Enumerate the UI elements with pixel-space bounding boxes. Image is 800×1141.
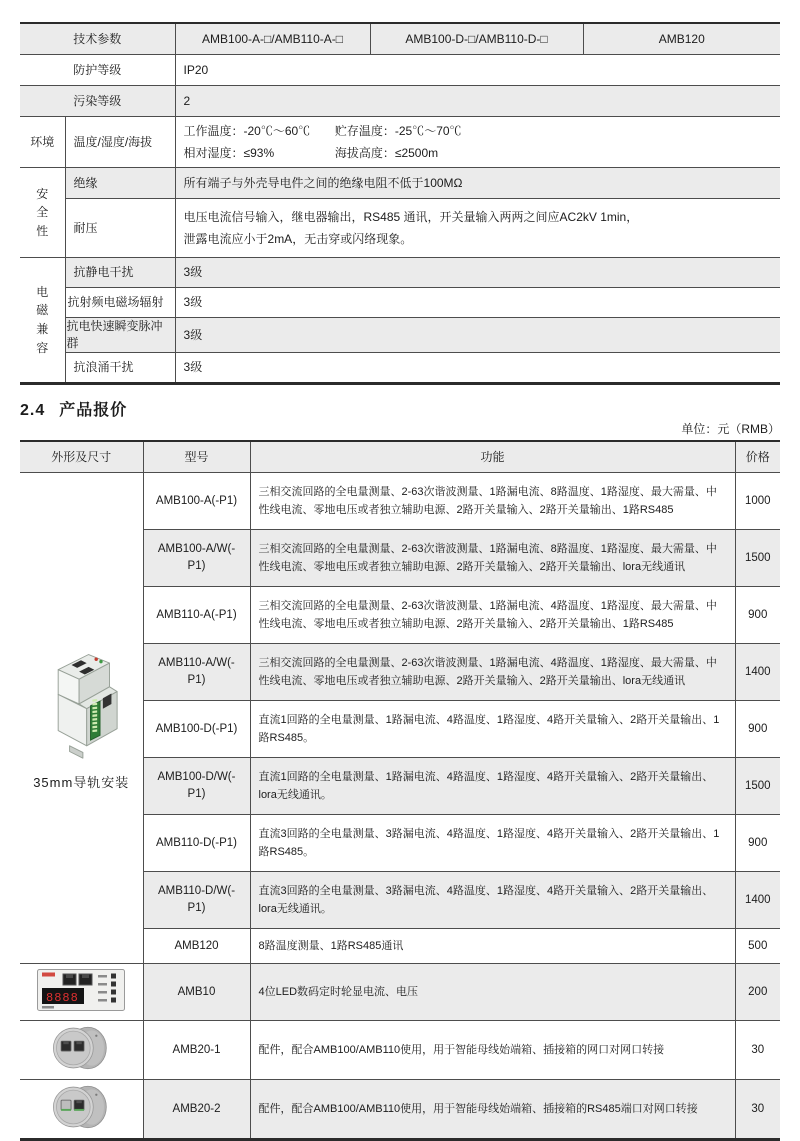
param-value: 3级 — [175, 288, 780, 318]
spec-row-esd — [20, 258, 780, 288]
section-number: 2.4 — [20, 402, 46, 419]
model-cell: AMB100-D/W(-P1) — [143, 758, 250, 815]
model-cell: AMB100-A/W(-P1) — [143, 530, 250, 587]
amb20-2-port-1 — [61, 1100, 71, 1110]
spec-row-eft — [20, 318, 780, 353]
param-value — [175, 199, 780, 258]
spec-header-row — [20, 23, 780, 55]
function-cell: 三相交流回路的全电量测量、2-63次谐波测量、1路漏电流、8路温度、1路湿度、最大需量、中性线电流、零地电压或者独立辅助电源、2路开关量输入、2路开关量输出、lora无线通讯 — [250, 530, 735, 587]
param-label: 防护等级 — [20, 55, 175, 86]
amb10-device-image — [36, 968, 126, 1012]
model-cell: AMB20-1 — [143, 1021, 250, 1080]
col-header-price: 价格 — [735, 441, 780, 473]
amb20-2-device-image — [43, 1084, 119, 1130]
model-cell: AMB100-D(-P1) — [143, 701, 250, 758]
spec-row-withstand — [20, 199, 780, 258]
spec-row-rf — [20, 288, 780, 318]
din-device-cell — [20, 473, 143, 964]
function-cell: 直流3回路的全电量测量、3路漏电流、4路温度、1路湿度、4路开关量输入、2路开关量输出、1路RS485。 — [250, 815, 735, 872]
price-cell: 500 — [735, 929, 780, 964]
param-label: 抗浪涌干扰 — [65, 353, 175, 384]
param-value: 3级 — [175, 258, 780, 288]
col-header-model: 型号 — [143, 441, 250, 473]
amb10-logo — [42, 972, 55, 976]
col-header-function: 功能 — [250, 441, 735, 473]
spec-row-pollution — [20, 86, 780, 117]
price-cell: 900 — [735, 815, 780, 872]
param-label: 抗电快速瞬变脉冲群 — [65, 318, 175, 353]
section-heading — [20, 397, 780, 420]
group-label-emc — [20, 258, 65, 384]
col-header-appearance: 外形及尺寸 — [20, 441, 143, 473]
group-label-safety — [20, 168, 65, 258]
param-label: 温度/湿度/海拔 — [65, 117, 175, 168]
model-column-a: AMB100-A-□/AMB110-A-□ — [175, 23, 370, 55]
function-cell: 4位LED数码定时轮显电流、电压 — [250, 964, 735, 1021]
amb20-1-device-image — [43, 1025, 119, 1071]
model-cell: AMB120 — [143, 929, 250, 964]
price-header-row — [20, 441, 780, 473]
param-label: 耐压 — [65, 199, 175, 258]
unit-note: 单位：元（RMB） — [681, 422, 780, 436]
amb20-2-green-mark-2 — [74, 1108, 84, 1110]
price-table — [20, 440, 780, 1141]
param-label: 污染等级 — [20, 86, 175, 117]
function-cell: 三相交流回路的全电量测量、2-63次谐波测量、1路漏电流、4路温度、1路湿度、最大需量、中性线电流、零地电压或者独立辅助电源、2路开关量输入、2路开关量输出、lora无线通讯 — [250, 644, 735, 701]
price-cell: 1000 — [735, 473, 780, 530]
din-led-green — [100, 660, 103, 663]
safety-group-text: 安全性 — [36, 186, 49, 238]
price-cell: 900 — [735, 587, 780, 644]
function-cell: 直流1回路的全电量测量、1路漏电流、4路温度、1路湿度、4路开关量输入、2路开关量输出、lora无线通讯。 — [250, 758, 735, 815]
price-cell: 1500 — [735, 758, 780, 815]
price-cell: 1500 — [735, 530, 780, 587]
din-rail-device-image — [31, 645, 131, 761]
relative-humidity: 相对湿度：≤93% — [183, 146, 275, 160]
param-label: 抗静电干扰 — [65, 258, 175, 288]
amb20-2-device-cell — [20, 1080, 143, 1140]
param-value: IP20 — [175, 55, 780, 86]
withstand-line-2: 泄露电流应小于2mA，无击穿或闪络现象。 — [183, 232, 413, 246]
model-cell: AMB110-D/W(-P1) — [143, 872, 250, 929]
model-column-d: AMB100-D-□/AMB110-D-□ — [370, 23, 583, 55]
model-cell: AMB20-2 — [143, 1080, 250, 1140]
amb20-1-device-cell — [20, 1021, 143, 1080]
working-temp: 工作温度：-20℃～60℃ — [183, 124, 311, 138]
section-title: 产品报价 — [59, 402, 128, 419]
param-label: 抗射频电磁场辐射 — [65, 288, 175, 318]
price-row — [20, 964, 780, 1021]
price-cell: 1400 — [735, 872, 780, 929]
spec-row-protection — [20, 55, 780, 86]
model-column-amb120: AMB120 — [583, 23, 780, 55]
param-value — [175, 117, 780, 168]
param-value: 所有端子与外壳导电件之间的绝缘电阻不低于100MΩ — [175, 168, 780, 199]
din-terminal-pins — [93, 699, 98, 732]
group-label-environment: 环境 — [20, 117, 65, 168]
function-cell: 直流3回路的全电量测量、3路漏电流、4路温度、1路湿度、4路开关量输入、2路开关量输出、lora无线通讯。 — [250, 872, 735, 929]
din-mount-caption: 35mm导轨安装 — [33, 775, 130, 790]
price-cell: 200 — [735, 964, 780, 1021]
model-cell: AMB110-D(-P1) — [143, 815, 250, 872]
function-cell: 配件，配合AMB100/AMB110使用，用于智能母线始端箱、插接箱的RS485端口对网口转接 — [250, 1080, 735, 1140]
param-value: 2 — [175, 86, 780, 117]
function-cell: 直流1回路的全电量测量、1路漏电流、4路温度、1路湿度、4路开关量输入、2路开关量输出、1路RS485。 — [250, 701, 735, 758]
price-cell: 1400 — [735, 644, 780, 701]
price-cell: 30 — [735, 1080, 780, 1140]
withstand-line-1: 电压电流信号输入，继电器输出，RS485 通讯，开关量输入两两之间应AC2kV 1min， — [183, 210, 639, 224]
function-cell: 8路温度测量、1路RS485通讯 — [250, 929, 735, 964]
storage-temp: 贮存温度：-25℃～70℃ — [334, 124, 462, 138]
price-row — [20, 1021, 780, 1080]
model-cell: AMB10 — [143, 964, 250, 1021]
function-cell: 三相交流回路的全电量测量、2-63次谐波测量、1路漏电流、8路温度、1路湿度、最大需量、中性线电流、零地电压或者独立辅助电源、2路开关量输入、2路开关量输出、1路RS485 — [250, 473, 735, 530]
spec-row-environment — [20, 117, 780, 168]
env-line-2 — [184, 142, 773, 164]
price-cell: 30 — [735, 1021, 780, 1080]
model-cell: AMB110-A/W(-P1) — [143, 644, 250, 701]
svg-text:8888: 8888 — [46, 990, 80, 1005]
function-cell: 配件，配合AMB100/AMB110使用，用于智能母线始端箱、插接箱的网口对网口转接 — [250, 1021, 735, 1080]
model-cell: AMB100-A(-P1) — [143, 473, 250, 530]
param-value: 3级 — [175, 318, 780, 353]
spec-header-label: 技术参数 — [20, 23, 175, 55]
altitude: 海拔高度：≤2500m — [334, 146, 439, 160]
emc-group-text: 电磁兼容 — [36, 284, 49, 355]
price-row — [20, 1080, 780, 1140]
din-led-red — [95, 658, 98, 661]
spec-row-insulation — [20, 168, 780, 199]
model-cell: AMB110-A(-P1) — [143, 587, 250, 644]
price-row — [20, 473, 780, 530]
spec-table — [20, 22, 780, 385]
amb20-2-green-mark-1 — [61, 1108, 71, 1110]
spec-row-surge — [20, 353, 780, 384]
env-line-1 — [184, 120, 773, 142]
param-value: 3级 — [175, 353, 780, 384]
amb10-device-cell — [20, 964, 143, 1021]
price-cell: 900 — [735, 701, 780, 758]
param-label: 绝缘 — [65, 168, 175, 199]
function-cell: 三相交流回路的全电量测量、2-63次谐波测量、1路漏电流、4路温度、1路湿度、最大需量、中性线电流、零地电压或者独立辅助电源、2路开关量输入、2路开关量输出、1路RS485 — [250, 587, 735, 644]
